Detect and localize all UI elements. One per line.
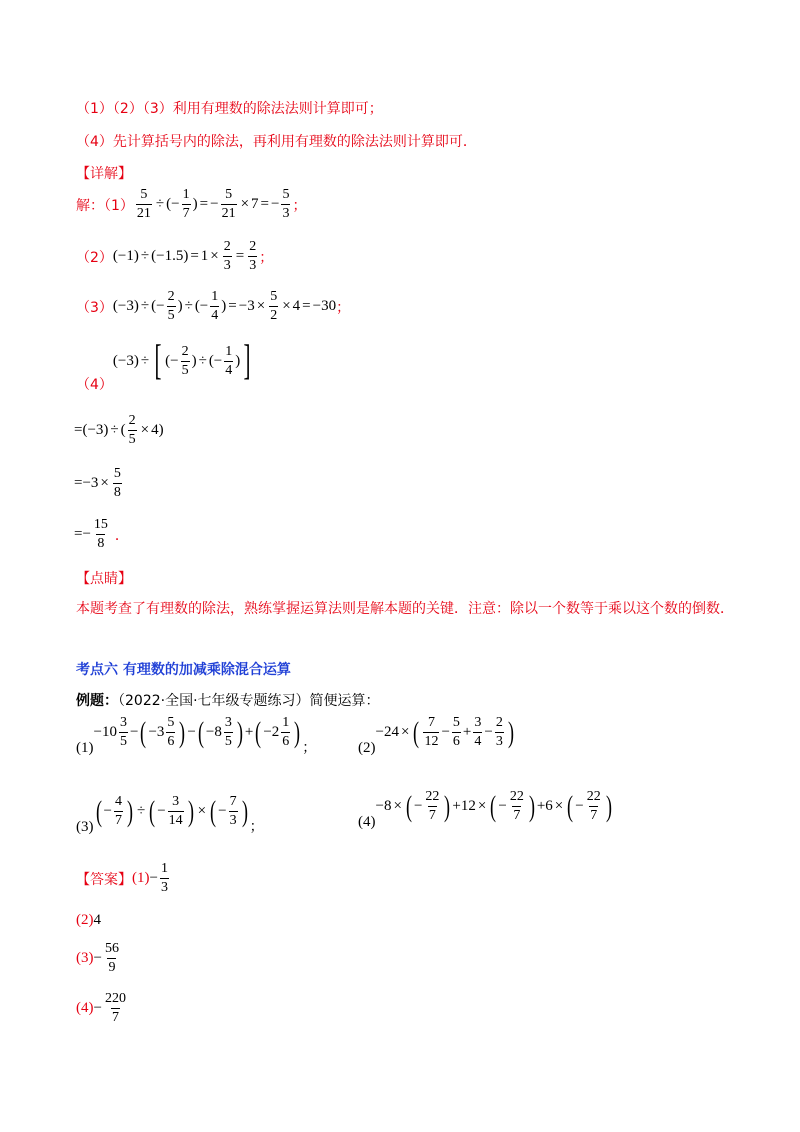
- solution-2-expression: (−1) ÷ (−1.5) = 1 × $\frac{2}{3}$ = $\frac{2}{3}$: [112, 239, 257, 273]
- solution-2-label: （2）: [76, 249, 113, 266]
- solution-3-label: （3）: [76, 299, 113, 316]
- dianjing-header: 【点睛】: [76, 571, 132, 587]
- problem-2-expression: −24 × ( $\frac{7}{12}$ − $\frac{5}{6}$ + $\frac{3}{4}$ − $\frac{2}{3}$ ): [375, 715, 514, 749]
- answer-3: [76, 942, 122, 975]
- problem-2-label: (2): [358, 740, 376, 756]
- answer-2: [76, 912, 101, 929]
- solution-2: （2） (−1) ÷ (−1.5) = 1 × $\frac{2}{3}$ = $\frac{2}{3}$ ；: [76, 239, 274, 273]
- answer-1-label: (1): [132, 870, 150, 886]
- problem-4-expression: −8 × ( − $\frac{22}{7}$ ) +12 × ( − $\frac{22}{7}$ ) +6 × ( − $\frac{22}{7}$ ): [375, 789, 612, 823]
- problem-1-label: (1): [76, 740, 94, 756]
- answer-2-label: (2): [76, 912, 94, 928]
- problem-3-expression: ( − $\frac{4}{7}$ ) ÷ ( − $\frac{3}{14}$ ) × ( − $\frac{7}{3}$ ): [95, 794, 248, 828]
- answer-1-fraction: $\frac{1}{3}$: [160, 861, 168, 895]
- solution-prefix: 解：（1）: [76, 197, 134, 214]
- problem-4-label: (4): [358, 814, 376, 830]
- analysis-line-2: （4）先计算括号内的除法，再利用有理数的除法法则计算即可．: [76, 134, 477, 150]
- answer-4: [76, 992, 129, 1025]
- solution-4-label: （4）: [76, 377, 113, 393]
- answer-4-sign: −: [93, 1000, 102, 1016]
- problem-1-expression: −10 $\frac{3}{5}$ − ( −3 $\frac{5}{6}$ ) − ( −8 $\frac{3}{5}$ ) + ( −2 $\frac{1}{6}$ ): [93, 715, 301, 749]
- answer-2-value: 4: [93, 912, 101, 928]
- solution-4: [76, 340, 254, 396]
- detail-header: 【详解】: [76, 166, 132, 182]
- answer-3-sign: −: [93, 950, 102, 966]
- example-line: [76, 690, 380, 710]
- problem-2: [358, 716, 516, 759]
- solution-4-step-1: =(−3) ÷ ( $\frac{2}{5}$ × 4): [74, 413, 164, 447]
- solution-4-expression: (−3) ÷ [ (− $\frac{2}{5}$ ) ÷ (− $\frac{1}{4}$ ) ]: [112, 338, 251, 384]
- answer-header: 【答案】: [76, 871, 132, 888]
- analysis-line-1: （1）（2）（3）利用有理数的除法法则计算即可；: [76, 101, 383, 117]
- solution-4-step-2: =−3 × $\frac{5}{8}$: [74, 466, 121, 500]
- dianjing-text: 本题考查了有理数的除法，熟练掌握运算法则是解本题的关键．注意：除以一个数等于乘以这个数的倒数．: [76, 601, 734, 617]
- solution-4-step-3: =− $\frac{15}{8}$ ．: [74, 517, 129, 551]
- solution-1: 解：（1） $\frac{5}{21}$ ÷ (− $\frac{1}{7}$ ) = − $\frac{5}{21}$ × 7 = − $\frac{5}{3}$ ；: [76, 187, 307, 221]
- solution-3: （3） (−3) ÷ (− $\frac{2}{5}$ ) ÷ (− $\frac{1}{4}$ ) = −3 × $\frac{5}{2}$ × 4 = −30 ；: [76, 289, 351, 323]
- answer-1: [76, 862, 171, 895]
- answer-1-sign: −: [149, 870, 158, 886]
- section-title: 考点六 有理数的加减乘除混合运算: [76, 662, 291, 678]
- problem-4: [358, 790, 614, 833]
- solution-1-expression: $\frac{5}{21}$ ÷ (− $\frac{1}{7}$ ) = − $\frac{5}{21}$ × 7 = − $\frac{5}{3}$: [136, 187, 290, 221]
- problem-1: (1) −10 $\frac{3}{5}$ − ( −3 $\frac{5}{6}$ ) − ( −8 $\frac{3}{5}$ ) + ( −2 $\frac{1}{6}$ ) ；: [76, 716, 316, 759]
- answer-3-label: (3): [76, 950, 94, 966]
- answer-4-fraction: $\frac{220}{7}$: [104, 991, 126, 1025]
- problem-3: (3) ( − $\frac{4}{7}$ ) ÷ ( − $\frac{3}{14}$ ) × ( − $\frac{7}{3}$ ) ；: [76, 795, 264, 838]
- solution-3-expression: (−3) ÷ (− $\frac{2}{5}$ ) ÷ (− $\frac{1}{4}$ ) = −3 × $\frac{5}{2}$ × 4 = −30: [112, 289, 337, 323]
- example-text: （2022·全国·七年级专题练习）简便运算：: [118, 693, 380, 709]
- answer-3-fraction: $\frac{56}{9}$: [104, 941, 119, 975]
- problem-3-label: (3): [76, 819, 94, 835]
- answer-4-label: (4): [76, 1000, 94, 1016]
- example-label: 例题：: [76, 693, 118, 709]
